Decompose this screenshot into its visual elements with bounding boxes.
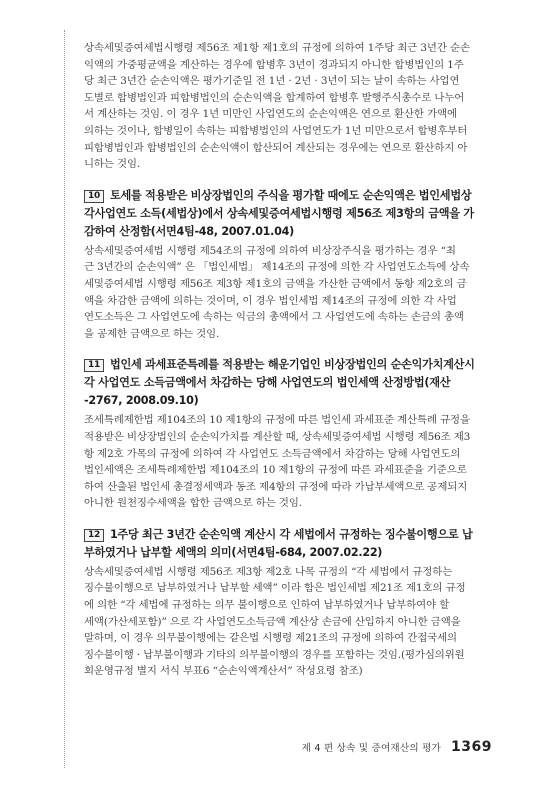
paragraph-line: 연도소득은 그 사업연도에 속하는 익금의 총액에서 그 사업연도에 속하는 손금의 총액 (84, 311, 464, 324)
footer-chapter-title: 제 4 편 상속 및 증여재산의 평가 (301, 743, 442, 754)
heading-text: 1주당 최근 3년간 순손익액 계산시 각 세법에서 규정하는 징수불이행으로 납 (109, 527, 473, 541)
page-number: 1369 (451, 739, 492, 755)
heading-line (84, 544, 491, 562)
paragraph-line: 항 제2호 가목의 규정에 의하여 각 사업연도 소득금액에서 차감하는 당해 사업연도의 (84, 447, 461, 460)
paragraph-line: 근 3년간의 순손익액” 은 「법인세법」 제14조의 규정에 의한 각 사업연도소득에 상속 (84, 261, 470, 274)
paragraph-line: 당 최근 3년간 순손익액은 평가기준일 전 1년 · 2년 · 3년이 되는 날이 속하는 사업연 (84, 75, 460, 88)
paragraph-line: 상속세및증여세법 시행령 제54조의 규정에 의하여 비상장주식을 평가하는 경우 “최 (84, 244, 456, 257)
heading-line (84, 392, 491, 410)
heading-line (84, 526, 491, 544)
heading-text: 토세를 적용받은 비상장법인의 주식을 평가할 때에도 순손익액은 법인세법상 (109, 188, 472, 202)
heading-text: 각사업연도 소득(세법상)에서 상속세및증여세법시행령 제56조 제3항의 금액을 가 (84, 206, 474, 220)
section-number-badge: 10 (84, 190, 104, 203)
section-heading (84, 526, 491, 562)
section-body (84, 243, 491, 343)
paragraph-line: 니하는 것임. (84, 158, 141, 171)
section-heading (84, 356, 491, 410)
paragraph-line: 징수불이행 · 납부불이행과 기타의 의무불이행의 경우를 포함하는 것임.(평가심의위원 (84, 648, 465, 661)
intro-paragraph (84, 40, 491, 173)
section-number-badge: 11 (84, 359, 104, 372)
paragraph-line: 회운영규정 별지 서식 부표6 “순손익액계산서” 작성요령 참조) (84, 665, 363, 678)
paragraph-line: 조세특례제한법 제104조의 10 제1항의 규정에 따른 법인세 과세표준 계산특례 규정을 (84, 414, 470, 427)
paragraph-line: 피합병법인과 합병법인의 순손익액이 합산되어 계산되는 경우에는 연으로 환산하지 아 (84, 141, 468, 154)
section-number-badge: 12 (84, 529, 104, 542)
heading-line (84, 205, 491, 223)
ruling-section (84, 356, 491, 512)
heading-line (84, 356, 491, 374)
section-body (84, 564, 491, 680)
paragraph-line: 하여 산출된 법인세 총결정세액과 동조 제4항의 규정에 따라 가납부세액으로 공제되지 (84, 480, 468, 493)
page-content (84, 40, 491, 694)
margin-dotted-rule (64, 30, 65, 768)
ruling-section (84, 187, 491, 343)
sections-container (84, 187, 491, 680)
paragraph-line: 세액(가산세포함)” 으로 각 사업연도소득금액 계산상 손금에 산입하지 아니한 금액을 (84, 615, 461, 628)
page-footer (270, 739, 492, 755)
paragraph-line: 에 의한 “각 세법에 규정하는 의무 불이행으로 인하여 납부하였거나 납부하여야 할 (84, 599, 450, 612)
heading-text: 각 사업연도 소득금액에서 차감하는 당해 사업연도의 법인세액 산정방법(재산 (84, 376, 451, 390)
paragraph-line: 익액의 가중평균액을 계산하는 경우에 합병후 3년이 경과되지 아니한 합병법인의 1주 (84, 58, 464, 71)
paragraph-line: 상속세및증여세법 시행령 제56조 제3항 제2호 나목 규정의 “각 세법에서 규정하는 (84, 565, 453, 578)
paragraph-line: 적용받은 비상장법인의 순손익가치를 계산할 때, 상속세및증여세법 시행령 제56조 제3 (84, 430, 471, 443)
paragraph-line: 아니한 원천징수세액을 합한 금액으로 하는 것임. (84, 497, 302, 510)
paragraph-line: 서 계산하는 것임. 이 경우 1년 미만인 사업연도의 순손익액은 연으로 환산한 가액에 (84, 108, 457, 121)
heading-text: 부하였거나 납부할 세액의 의미(서면4팀-684, 2007.02.22) (84, 545, 383, 559)
heading-line (84, 374, 491, 392)
paragraph-line: 을 공제한 금액으로 하는 것임. (84, 327, 220, 340)
section-heading (84, 187, 491, 241)
paragraph-line: 액을 차감한 금액에 의하는 것이며, 이 경우 법인세법 제14조의 규정에 의한 각 사업 (84, 294, 457, 307)
ruling-section (84, 526, 491, 680)
paragraph-line: 의하는 것이나, 합병일이 속하는 피합병법인의 사업연도가 1년 미만으로서 합병후부터 (84, 124, 468, 137)
paragraph-line: 법인세액은 조세특례제한법 제104조의 10 제1항의 규정에 따른 과세표준을 기준으로 (84, 464, 467, 477)
paragraph-line: 세및증여세법 시행령 제56조 제3항 제1호의 금액을 가산한 금액에서 동항 제2호의 금 (84, 277, 467, 290)
heading-text: 법인세 과세표준특례를 적용받는 해운기업인 비상장법인의 순손익가치계산시 (109, 358, 475, 372)
paragraph-line: 징수불이행으로 납부하였거나 납부할 세액” 이라 함은 법인세법 제21조 제1호의 규정 (84, 582, 466, 595)
heading-line (84, 223, 491, 241)
heading-text: -2767, 2008.09.10) (84, 394, 199, 408)
paragraph-line: 상속세및증여세법시행령 제56조 제1항 제1호의 규정에 의하여 1주당 최근 3년간 순손 (84, 42, 470, 54)
paragraph-line: 도별로 합병법인과 피합병법인의 순손익액을 합계하여 합병후 발행주식총수로 나누어 (84, 91, 465, 104)
paragraph-line: 말하며, 이 경우 의무불이행에는 같은법 시행령 제21조의 규정에 의하여 간접국세의 (84, 632, 457, 645)
heading-line (84, 187, 491, 205)
heading-text: 감하여 산정함(서면4팀-48, 2007.01.04) (84, 224, 294, 238)
section-body (84, 412, 491, 512)
